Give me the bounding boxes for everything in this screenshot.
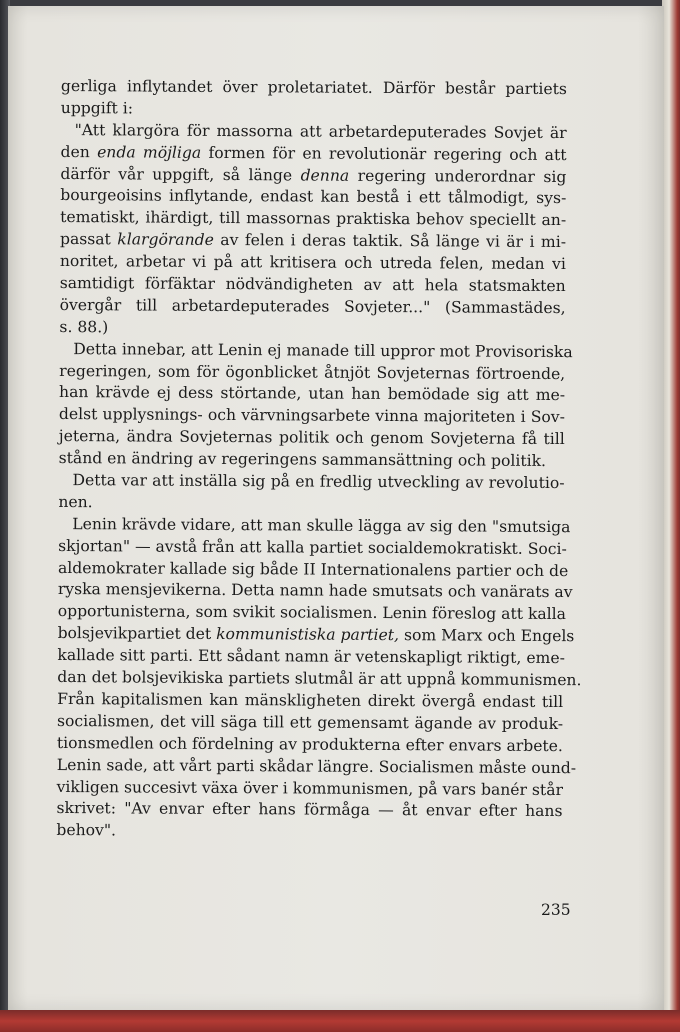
text-line: behov". xyxy=(56,821,117,840)
text-line: kallade sitt parti. Ett sådant namn är vetenskapligt riktigt, eme- xyxy=(57,646,565,668)
text-line: regeringen, som för ögonblicket åtnjöt Sovjeternas förtroende, xyxy=(59,361,566,383)
body-text xyxy=(56,76,582,845)
text-line: bourgeoisins inflytande, endast kan bestå i ett tålmodigt, sys- xyxy=(60,186,567,208)
text-line: Lenin krävde vidare, att man skulle lägga av sig den "smutsiga xyxy=(72,514,571,536)
text-line: Lenin sade, att vårt parti skådar längre. Socialismen måste ound- xyxy=(56,755,577,777)
text-line: bolsjevikpartiet det kommunistiska partiet, som Marx och Engels xyxy=(57,624,575,646)
text-line: tionsmedlen och fördelning av produkterna efter envars arbete. xyxy=(56,733,563,755)
text-line: stånd en ändring av regeringens sammansättning och politik. xyxy=(58,449,547,471)
text-line: gerliga inflytandet över proletariatet. Därför består partiets xyxy=(60,76,567,99)
text-line: noritet, arbetar vi på att kritisera och utreda felen, medan vi xyxy=(59,252,566,274)
page-number: 235 xyxy=(541,901,571,919)
text-line: dan det bolsjevikiska partiets slutmål är att uppnå kommunismen. xyxy=(57,668,582,690)
text-line: övergår till arbetardeputerades Sovjeter..." (Sammastädes, xyxy=(59,295,566,317)
text-line: samtidigt förfäktar nödvändigheten av att hela statsmakten xyxy=(59,274,566,296)
text-line: opportunisterna, som svikit socialismen. Lenin föreslog att kalla xyxy=(57,602,567,624)
text-line: han krävde ej dess störtande, utan han bemödade sig att me- xyxy=(59,383,566,405)
text-line: s. 88.) xyxy=(59,317,109,337)
text-line: nen. xyxy=(58,492,93,512)
book-page xyxy=(8,6,664,1010)
text-line: passat klargörande av felen i deras taktik. Så länge vi är i mi- xyxy=(59,230,567,252)
text-line: ryska mensjevikerna. Detta namn hade smutsats och vanärats av xyxy=(57,580,573,602)
text-line: "Att klargöra för massorna att arbetardeputerades Sovjet är xyxy=(74,120,567,142)
text-line: den enda möjliga formen för en revolutionär regering och att xyxy=(60,142,567,164)
text-line: uppgift i: xyxy=(60,98,134,118)
text-line: aldemokrater kallade sig både II Internationalens partier och de xyxy=(57,558,569,580)
text-line: jeterna, ändra Sovjeternas politik och genom Sovjeterna få till xyxy=(58,427,565,449)
text-line: vikligen succesivt växa över i kommunismen, på vars banér står xyxy=(56,777,564,799)
text-line: skjortan" — avstå från att kalla partiet socialdemokratiskt. Soci- xyxy=(58,536,567,558)
text-line: Från kapitalismen kan mänskligheten direkt övergå endast till xyxy=(57,689,564,712)
book-cover-bottom-edge xyxy=(0,1010,680,1032)
text-line: därför vår uppgift, så länge denna regering underordnar sig xyxy=(60,164,567,186)
text-line: Detta innebar, att Lenin ej manade till uppror mot Provisoriska xyxy=(73,339,573,361)
book-cover-right-edge xyxy=(662,0,680,1032)
text-line: socialismen, det vill säga till ett gemensamt ägande av produk- xyxy=(57,711,564,733)
text-line: Detta var att inställa sig på en fredlig utveckling av revolutio- xyxy=(72,471,565,493)
text-line: skrivet: "Av envar efter hans förmåga — åt envar efter hans xyxy=(56,799,563,821)
text-line: delst upplysnings- och värvningsarbete vinna majoriteten i Sov- xyxy=(58,405,565,427)
text-line: tematiskt, ihärdigt, till massornas praktiska behov speciellt an- xyxy=(60,208,567,230)
